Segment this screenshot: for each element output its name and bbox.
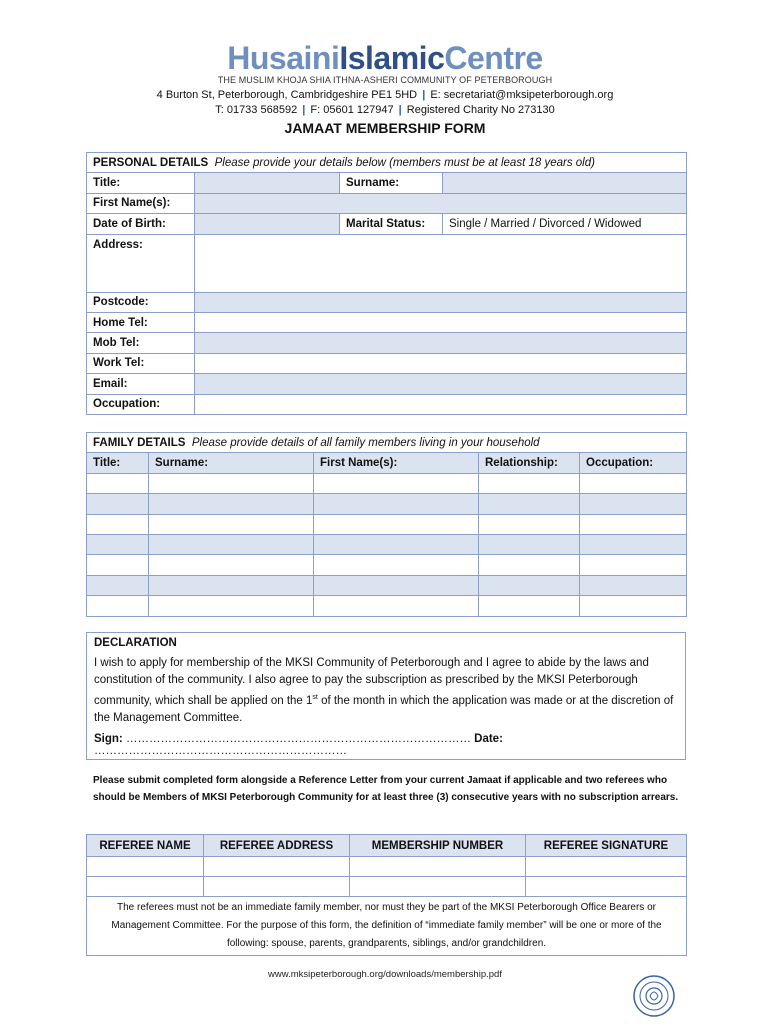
family-cell[interactable] xyxy=(479,534,580,554)
family-row xyxy=(87,494,687,514)
family-cell[interactable] xyxy=(87,473,149,493)
home-tel-label: Home Tel: xyxy=(87,312,195,332)
family-cell[interactable] xyxy=(87,494,149,514)
separator: | xyxy=(422,89,426,101)
family-cell[interactable] xyxy=(314,494,479,514)
email-address: E: secretariat@mksipeterborough.org xyxy=(430,89,614,101)
address-label: Address: xyxy=(87,234,195,292)
referee-cell[interactable] xyxy=(87,877,204,897)
referee-cell[interactable] xyxy=(526,877,687,897)
referee-cell[interactable] xyxy=(204,877,350,897)
section-note: Please provide details of all family members living in your household xyxy=(191,436,540,449)
family-cell[interactable] xyxy=(87,514,149,534)
mob-tel-field[interactable] xyxy=(195,333,687,353)
family-details-table xyxy=(86,432,687,617)
section-title: FAMILY DETAILS xyxy=(93,436,186,449)
family-col-relationship: Relationship: xyxy=(479,453,580,473)
personal-details-table xyxy=(86,152,687,415)
first-names-field[interactable] xyxy=(195,193,687,213)
separator: | xyxy=(398,104,402,116)
section-note: Please provide your details below (members must be at least 18 years old) xyxy=(214,156,595,169)
family-cell[interactable] xyxy=(479,514,580,534)
ordinal-suffix: st xyxy=(312,694,318,701)
sign-date-line xyxy=(94,733,678,757)
personal-details-heading xyxy=(87,153,687,173)
referee-cell[interactable] xyxy=(87,857,204,877)
submission-instructions: Please submit completed form alongside a Reference Letter from your current Jamaat if applicable and two referees who should be Members of MKSI Peterborough Community for at least three (3) consecutive years with no subscription arrears. xyxy=(93,775,679,803)
occupation-field[interactable] xyxy=(195,394,687,414)
family-col-surname: Surname: xyxy=(149,453,314,473)
family-cell[interactable] xyxy=(580,494,687,514)
family-cell[interactable] xyxy=(314,575,479,595)
family-cell[interactable] xyxy=(314,534,479,554)
declaration-text-part: of the month in which the application was made or at the discretion of the Management Committee. xyxy=(94,694,674,724)
family-cell[interactable] xyxy=(149,494,314,514)
family-cell[interactable] xyxy=(87,534,149,554)
referee-col-membership-number: MEMBERSHIP NUMBER xyxy=(350,835,526,857)
email-field[interactable] xyxy=(195,374,687,394)
family-cell[interactable] xyxy=(580,514,687,534)
referee-col-address: REFEREE ADDRESS xyxy=(204,835,350,857)
work-tel-field[interactable] xyxy=(195,353,687,373)
logo-word-centre: Centre xyxy=(444,40,543,76)
declaration-box xyxy=(86,632,686,760)
family-cell[interactable] xyxy=(479,494,580,514)
family-cell[interactable] xyxy=(87,555,149,575)
first-names-label: First Name(s): xyxy=(87,193,195,213)
family-row xyxy=(87,514,687,534)
marital-status-options[interactable]: Single / Married / Divorced / Widowed xyxy=(443,214,687,234)
referee-row xyxy=(87,857,687,877)
family-row xyxy=(87,534,687,554)
form-title: JAMAAT MEMBERSHIP FORM xyxy=(284,120,486,136)
declaration-text xyxy=(94,655,678,727)
family-cell[interactable] xyxy=(479,596,580,616)
declaration-text-part: I wish to apply for membership of the MKSI Community of Peterborough and I agree to abide by the laws and constitution of the community. I also agree to pay the subscription as prescribed by the MKSI Peterborough community, which shall be applied on the 1 xyxy=(94,657,649,707)
mob-tel-label: Mob Tel: xyxy=(87,333,195,353)
family-cell[interactable] xyxy=(580,596,687,616)
family-row xyxy=(87,555,687,575)
family-col-occupation: Occupation: xyxy=(580,453,687,473)
referee-cell[interactable] xyxy=(204,857,350,877)
charity-number: Registered Charity No 273130 xyxy=(406,104,555,116)
family-cell[interactable] xyxy=(149,596,314,616)
referee-note: The referees must not be an immediate family member, nor must they be part of the MKSI Peterborough Office Bearers or Management Committee. For the purpose of this form, the definition of “immediate family member” will be one or more of the following: spouse, parents, grandparents, siblings, and/or grandchildren. xyxy=(87,897,687,956)
referee-col-signature: REFEREE SIGNATURE xyxy=(526,835,687,857)
dob-label: Date of Birth: xyxy=(87,214,195,234)
organisation-subtitle: THE MUSLIM KHOJA SHIA ITHNA-ASHERI COMMUNITY OF PETERBOROUGH xyxy=(217,75,553,85)
family-cell[interactable] xyxy=(580,534,687,554)
title-field[interactable] xyxy=(195,173,340,193)
family-cell[interactable] xyxy=(149,473,314,493)
surname-label: Surname: xyxy=(340,173,443,193)
family-cell[interactable] xyxy=(479,575,580,595)
family-cell[interactable] xyxy=(149,514,314,534)
family-row xyxy=(87,596,687,616)
family-row xyxy=(87,473,687,493)
surname-field[interactable] xyxy=(443,173,687,193)
referee-col-name: REFEREE NAME xyxy=(87,835,204,857)
date-label: Date: xyxy=(474,732,503,745)
family-cell[interactable] xyxy=(149,555,314,575)
referee-cell[interactable] xyxy=(350,857,526,877)
referee-row xyxy=(87,877,687,897)
family-cell[interactable] xyxy=(580,575,687,595)
footer-url: www.mksipeterborough.org/downloads/membership.pdf xyxy=(268,969,502,980)
family-cell[interactable] xyxy=(314,596,479,616)
family-cell[interactable] xyxy=(479,473,580,493)
logo-word-islamic: Islamic xyxy=(339,40,445,76)
postcode-field[interactable] xyxy=(195,292,687,312)
family-col-title: Title: xyxy=(87,453,149,473)
family-cell[interactable] xyxy=(479,555,580,575)
date-field[interactable]: ………………………………………………………… xyxy=(94,744,347,757)
family-row xyxy=(87,575,687,595)
family-cell[interactable] xyxy=(87,575,149,595)
organisation-logo xyxy=(0,40,770,77)
family-cell[interactable] xyxy=(314,555,479,575)
postal-address: 4 Burton St, Peterborough, Cambridgeshire PE1 5HD xyxy=(156,89,418,101)
address-line xyxy=(0,89,770,101)
family-cell[interactable] xyxy=(314,473,479,493)
community-seal-icon xyxy=(632,974,676,1018)
title-label: Title: xyxy=(87,173,195,193)
family-cell[interactable] xyxy=(149,534,314,554)
family-col-first-names: First Name(s): xyxy=(314,453,479,473)
dob-field[interactable] xyxy=(195,214,340,234)
occupation-label: Occupation: xyxy=(87,394,195,414)
fax: F: 05601 127947 xyxy=(310,104,394,116)
marital-status-label: Marital Status: xyxy=(340,214,443,234)
sign-label: Sign: xyxy=(94,732,123,745)
referee-cell[interactable] xyxy=(526,857,687,877)
address-field[interactable] xyxy=(195,234,687,292)
logo-word-husaini: Husaini xyxy=(227,40,340,76)
family-cell[interactable] xyxy=(580,473,687,493)
section-title: PERSONAL DETAILS xyxy=(93,156,209,169)
family-cell[interactable] xyxy=(580,555,687,575)
telephone: T: 01733 568592 xyxy=(215,104,298,116)
family-cell[interactable] xyxy=(149,575,314,595)
work-tel-label: Work Tel: xyxy=(87,353,195,373)
postcode-label: Postcode: xyxy=(87,292,195,312)
referee-cell[interactable] xyxy=(350,877,526,897)
sign-field[interactable]: ……………………………………………………………………………… xyxy=(125,732,471,745)
family-details-heading xyxy=(87,433,687,453)
home-tel-field[interactable] xyxy=(195,312,687,332)
email-label: Email: xyxy=(87,374,195,394)
referee-table xyxy=(86,834,687,956)
separator: | xyxy=(302,104,306,116)
family-cell[interactable] xyxy=(87,596,149,616)
declaration-title: DECLARATION xyxy=(94,637,177,649)
contact-line xyxy=(0,104,770,116)
family-cell[interactable] xyxy=(314,514,479,534)
